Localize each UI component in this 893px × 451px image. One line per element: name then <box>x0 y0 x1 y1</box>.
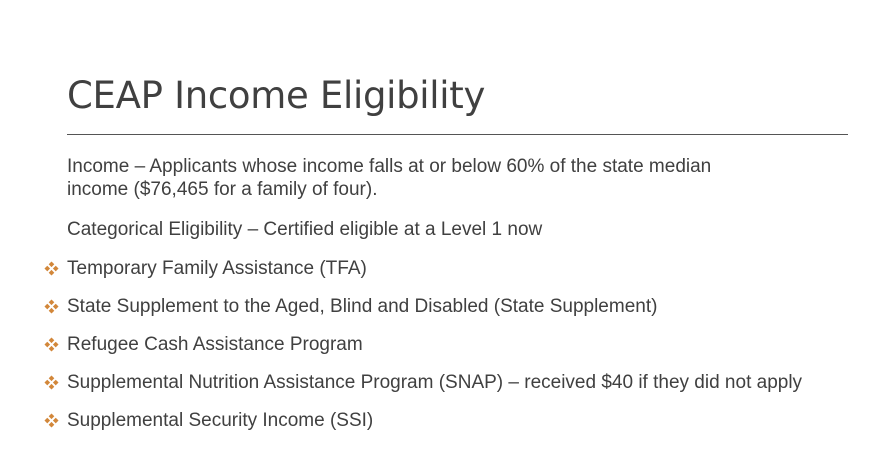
income-paragraph <box>67 155 711 201</box>
diamond-cluster-icon <box>44 337 59 352</box>
diamond-cluster-icon <box>44 299 59 314</box>
income-line-1: Income – Applicants whose income falls at or below 60% of the state median <box>67 156 712 177</box>
slide-title: CEAP Income Eligibility <box>67 74 486 117</box>
diamond-cluster-icon <box>44 375 59 390</box>
bullet-item-state-supplement <box>44 295 657 318</box>
bullet-text: Temporary Family Assistance (TFA) <box>67 258 367 279</box>
categorical-eligibility-paragraph <box>67 218 542 241</box>
bullet-text: State Supplement to the Aged, Blind and Disabled (State Supplement) <box>67 296 658 317</box>
bullet-item-snap <box>44 371 802 394</box>
diamond-cluster-icon <box>44 413 59 428</box>
bullet-item-ssi <box>44 409 373 432</box>
title-divider <box>67 134 848 135</box>
bullet-text: Supplemental Security Income (SSI) <box>67 410 374 431</box>
bullet-item-tfa <box>44 257 367 280</box>
bullet-text: Refugee Cash Assistance Program <box>67 334 363 355</box>
bullet-text: Supplemental Nutrition Assistance Program (SNAP) – received $40 if they did not apply <box>67 372 803 393</box>
bullet-item-refugee-cash <box>44 333 363 356</box>
categorical-eligibility-text: Categorical Eligibility – Certified eligible at a Level 1 now <box>67 219 543 240</box>
diamond-cluster-icon <box>44 261 59 276</box>
income-line-2: income ($76,465 for a family of four). <box>67 179 378 200</box>
